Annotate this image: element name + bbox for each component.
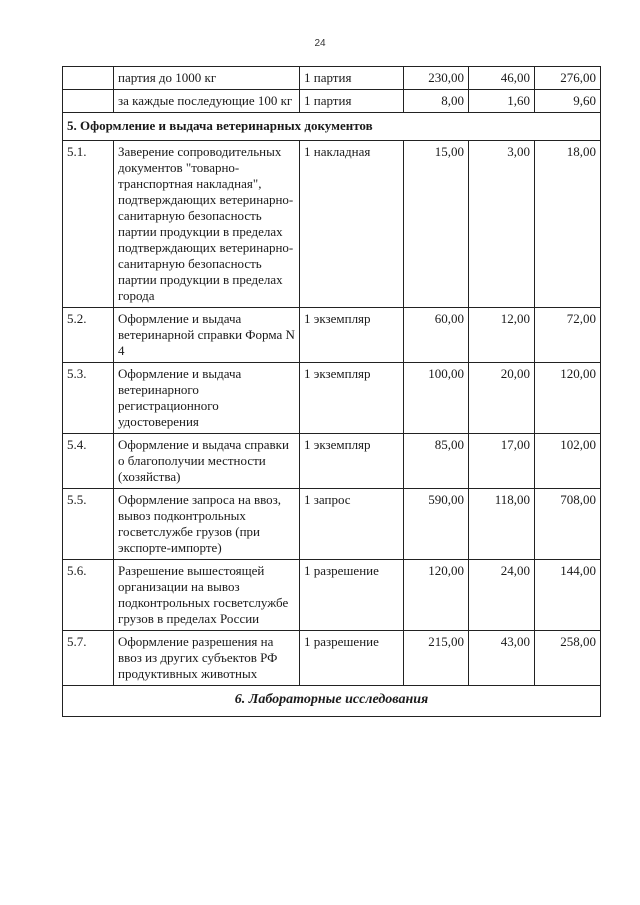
vat-amount: 17,00	[469, 434, 535, 489]
table-row	[63, 434, 601, 489]
row-number: 5.7.	[63, 631, 114, 686]
table-row	[63, 560, 601, 631]
price-without-vat: 230,00	[404, 67, 469, 90]
service-name: Оформление и выдача ветеринарного регистрационного удостоверения	[114, 363, 300, 434]
unit-of-measure: 1 экземпляр	[300, 434, 404, 489]
service-name: партия до 1000 кг	[114, 67, 300, 90]
vat-amount: 20,00	[469, 363, 535, 434]
price-with-vat: 258,00	[535, 631, 601, 686]
vat-amount: 3,00	[469, 141, 535, 308]
price-with-vat: 9,60	[535, 90, 601, 113]
unit-of-measure: 1 разрешение	[300, 631, 404, 686]
row-number: 5.2.	[63, 308, 114, 363]
unit-of-measure: 1 разрешение	[300, 560, 404, 631]
section-5-title: 5. Оформление и выдача ветеринарных документов	[63, 113, 601, 141]
price-without-vat: 215,00	[404, 631, 469, 686]
unit-of-measure: 1 накладная	[300, 141, 404, 308]
unit-of-measure: 1 партия	[300, 67, 404, 90]
section-header-row	[63, 113, 601, 141]
table-row	[63, 363, 601, 434]
service-name: Оформление разрешения на ввоз из других субъектов РФ продуктивных животных	[114, 631, 300, 686]
service-name: Оформление и выдача ветеринарной справки Форма N 4	[114, 308, 300, 363]
row-number: 5.6.	[63, 560, 114, 631]
vat-amount: 1,60	[469, 90, 535, 113]
row-number	[63, 90, 114, 113]
unit-of-measure: 1 экземпляр	[300, 363, 404, 434]
unit-of-measure: 1 запрос	[300, 489, 404, 560]
row-number: 5.4.	[63, 434, 114, 489]
price-without-vat: 15,00	[404, 141, 469, 308]
vat-amount: 118,00	[469, 489, 535, 560]
price-without-vat: 120,00	[404, 560, 469, 631]
price-with-vat: 18,00	[535, 141, 601, 308]
price-without-vat: 100,00	[404, 363, 469, 434]
price-with-vat: 72,00	[535, 308, 601, 363]
row-number	[63, 67, 114, 90]
vat-amount: 24,00	[469, 560, 535, 631]
price-without-vat: 85,00	[404, 434, 469, 489]
row-number: 5.5.	[63, 489, 114, 560]
service-name: за каждые последующие 100 кг	[114, 90, 300, 113]
price-with-vat: 144,00	[535, 560, 601, 631]
service-name: Оформление запроса на ввоз, вывоз подконтрольных госветслужбе грузов (при экспорте-импорте)	[114, 489, 300, 560]
vat-amount: 46,00	[469, 67, 535, 90]
price-without-vat: 590,00	[404, 489, 469, 560]
unit-of-measure: 1 партия	[300, 90, 404, 113]
price-with-vat: 102,00	[535, 434, 601, 489]
price-with-vat: 276,00	[535, 67, 601, 90]
price-without-vat: 60,00	[404, 308, 469, 363]
service-name: Разрешение вышестоящей организации на вывоз подконтрольных госветслужбе грузов в пределах России	[114, 560, 300, 631]
table-row	[63, 308, 601, 363]
price-without-vat: 8,00	[404, 90, 469, 113]
table-row	[63, 489, 601, 560]
table-row	[63, 141, 601, 308]
tariff-table	[62, 66, 601, 717]
table-row	[63, 631, 601, 686]
row-number: 5.3.	[63, 363, 114, 434]
vat-amount: 12,00	[469, 308, 535, 363]
section-6-title: 6. Лабораторные исследования	[63, 686, 601, 717]
service-name: Оформление и выдача справки о благополучии местности (хозяйства)	[114, 434, 300, 489]
unit-of-measure: 1 экземпляр	[300, 308, 404, 363]
page-number: 24	[314, 38, 326, 49]
row-number: 5.1.	[63, 141, 114, 308]
table-row	[63, 67, 601, 90]
price-with-vat: 120,00	[535, 363, 601, 434]
vat-amount: 43,00	[469, 631, 535, 686]
service-name: Заверение сопроводительных документов "товарно-транспортная накладная", подтверждающих ветеринарно-санитарную безопасность партии продукции в пределах подтверждающих ветеринарно-санитарную безопасность партии продукции в пределах города	[114, 141, 300, 308]
section-header-row	[63, 686, 601, 717]
table-row	[63, 90, 601, 113]
price-with-vat: 708,00	[535, 489, 601, 560]
